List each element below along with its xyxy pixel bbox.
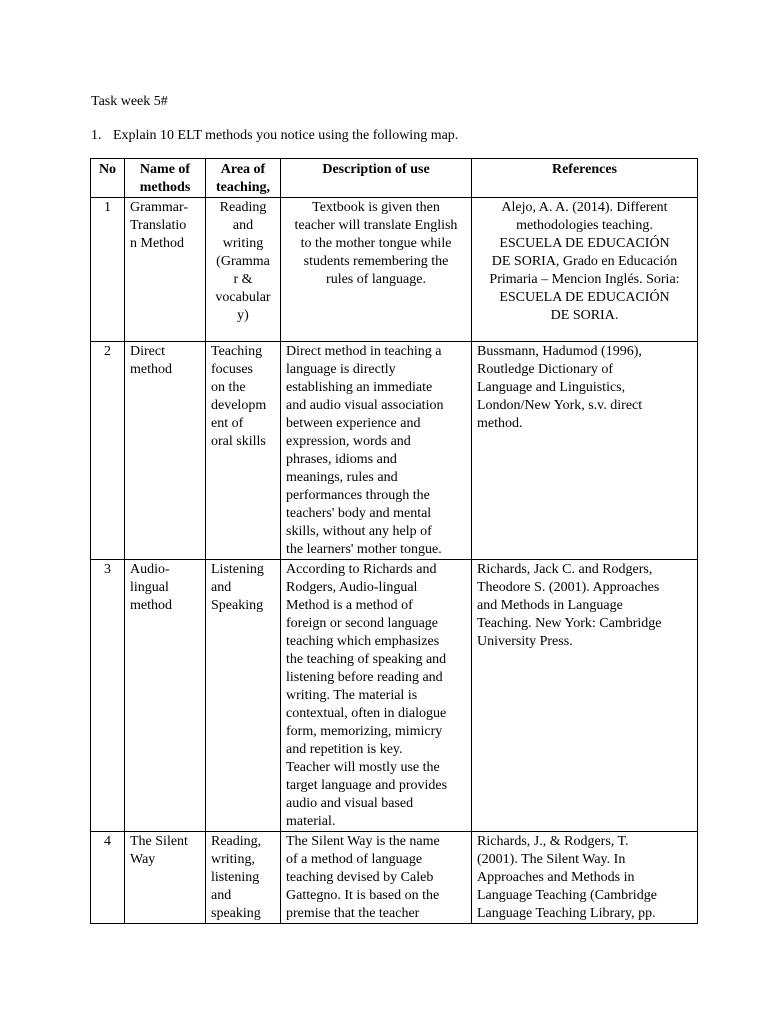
header-description: Description of use bbox=[281, 159, 472, 198]
header-no: No bbox=[91, 159, 125, 198]
table-row bbox=[91, 560, 698, 832]
row-description: Direct method in teaching a language is directly establishing an immediate and audio visual association between experience and expression, words and phrases, idioms and meanings, rules and performances through the teachers' body and mental skills, without any help of the learners' mother tongue. bbox=[281, 342, 472, 560]
table-row bbox=[91, 832, 698, 924]
row-references: Bussmann, Hadumod (1996), Routledge Dictionary of Language and Linguistics, London/New York, s.v. direct method. bbox=[472, 342, 698, 560]
row-area: Teaching focuses on the developm ent of oral skills bbox=[206, 342, 281, 560]
document-title: Task week 5# bbox=[91, 94, 168, 109]
row-description: According to Richards and Rodgers, Audio-lingual Method is a method of foreign or second language teaching which emphasizes the teaching of speaking and listening before reading and writing. The material is contextual, often in dialogue form, memorizing, mimicry and repetition is key. Teacher will mostly use the target language and provides audio and visual based material. bbox=[281, 560, 472, 832]
row-area: Listening and Speaking bbox=[206, 560, 281, 832]
row-area: Reading and writing (Gramma r & vocabular y) bbox=[206, 198, 281, 342]
row-method-name: Direct method bbox=[125, 342, 206, 560]
table-row bbox=[91, 342, 698, 560]
row-description: The Silent Way is the name of a method of language teaching devised by Caleb Gattegno. It is based on the premise that the teacher bbox=[281, 832, 472, 924]
table-row bbox=[91, 198, 698, 342]
row-references: Alejo, A. A. (2014). Different methodologies teaching. ESCUELA DE EDUCACIÓN DE SORIA, Grado en Educación Primaria – Mencion Inglés. Soria: ESCUELA DE EDUCACIÓN DE SORIA. bbox=[472, 198, 698, 342]
methods-table bbox=[90, 158, 698, 924]
row-area: Reading, writing, listening and speaking bbox=[206, 832, 281, 924]
instruction-line bbox=[91, 127, 458, 145]
header-name: Name of methods bbox=[125, 159, 206, 198]
row-references: Richards, J., & Rodgers, T. (2001). The Silent Way. In Approaches and Methods in Language Teaching (Cambridge Language Teaching Library, pp. bbox=[472, 832, 698, 924]
row-method-name: Audio- lingual method bbox=[125, 560, 206, 832]
row-method-name: The Silent Way bbox=[125, 832, 206, 924]
instruction-number: 1. bbox=[91, 128, 102, 143]
header-area: Area of teaching, bbox=[206, 159, 281, 198]
row-description: Textbook is given then teacher will translate English to the mother tongue while students remembering the rules of language. bbox=[281, 198, 472, 342]
row-references: Richards, Jack C. and Rodgers, Theodore S. (2001). Approaches and Methods in Language Teaching. New York: Cambridge University Press. bbox=[472, 560, 698, 832]
row-no: 3 bbox=[91, 560, 125, 832]
instruction-text: Explain 10 ELT methods you notice using the following map. bbox=[113, 128, 459, 143]
table-header-row bbox=[91, 159, 698, 198]
row-no: 1 bbox=[91, 198, 125, 342]
row-method-name: Grammar- Translatio n Method bbox=[125, 198, 206, 342]
row-no: 2 bbox=[91, 342, 125, 560]
header-references: References bbox=[472, 159, 698, 198]
row-no: 4 bbox=[91, 832, 125, 924]
